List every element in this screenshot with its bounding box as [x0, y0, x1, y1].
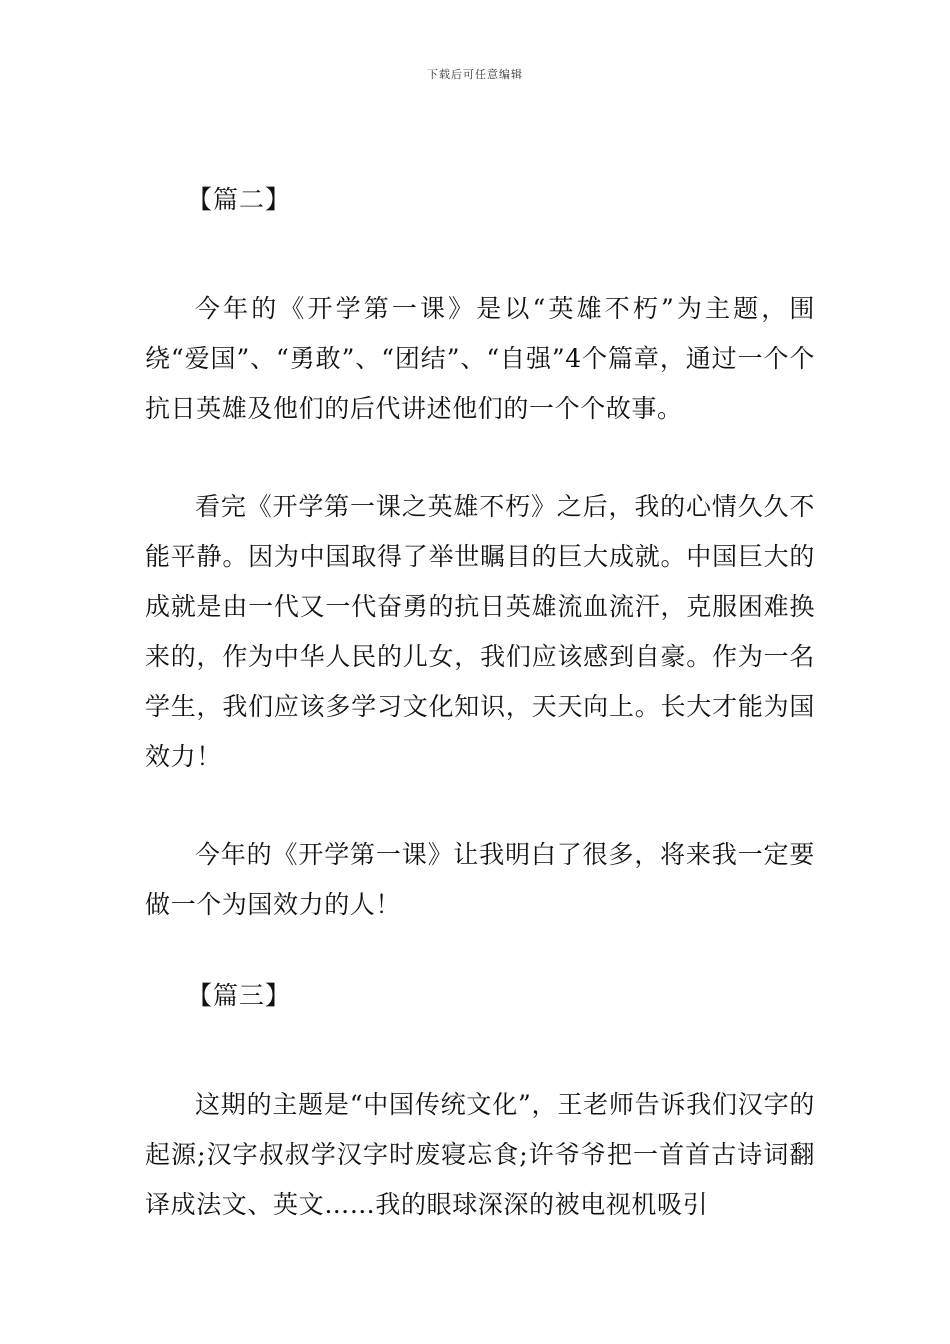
paragraph: 今年的《开学第一课》是以“英雄不朽”为主题，围绕“爱国”、“勇敢”、“团结”、“自强”4个篇章，通过一个个抗日英雄及他们的后代讲述他们的一个个故事。 [145, 294, 815, 423]
section-heading-3: 【篇三】 [187, 981, 292, 1010]
page-header-note: 下载后可任意编辑 [427, 68, 523, 81]
section-heading-2: 【篇二】 [187, 185, 292, 214]
paragraph: 这期的主题是“中国传统文化”，王老师告诉我们汉字的起源;汉字叔叔学汉字时废寝忘食;许爷爷把一首首古诗词翻译成法文、英文……我的眼球深深的被电视机吸引 [145, 1090, 815, 1219]
paragraph: 看完《开学第一课之英雄不朽》之后，我的心情久久不能平静。因为中国取得了举世瞩目的巨大成就。中国巨大的成就是由一代又一代奋勇的抗日英雄流血流汗，克服困难换来的，作为中华人民的儿女，我们应该感到自豪。作为一名学生，我们应该多学习文化知识，天天向上。长大才能为国效力！ [145, 492, 815, 771]
paragraph: 今年的《开学第一课》让我明白了很多，将来我一定要做一个为国效力的人！ [145, 840, 815, 919]
document-body [145, 170, 815, 1278]
